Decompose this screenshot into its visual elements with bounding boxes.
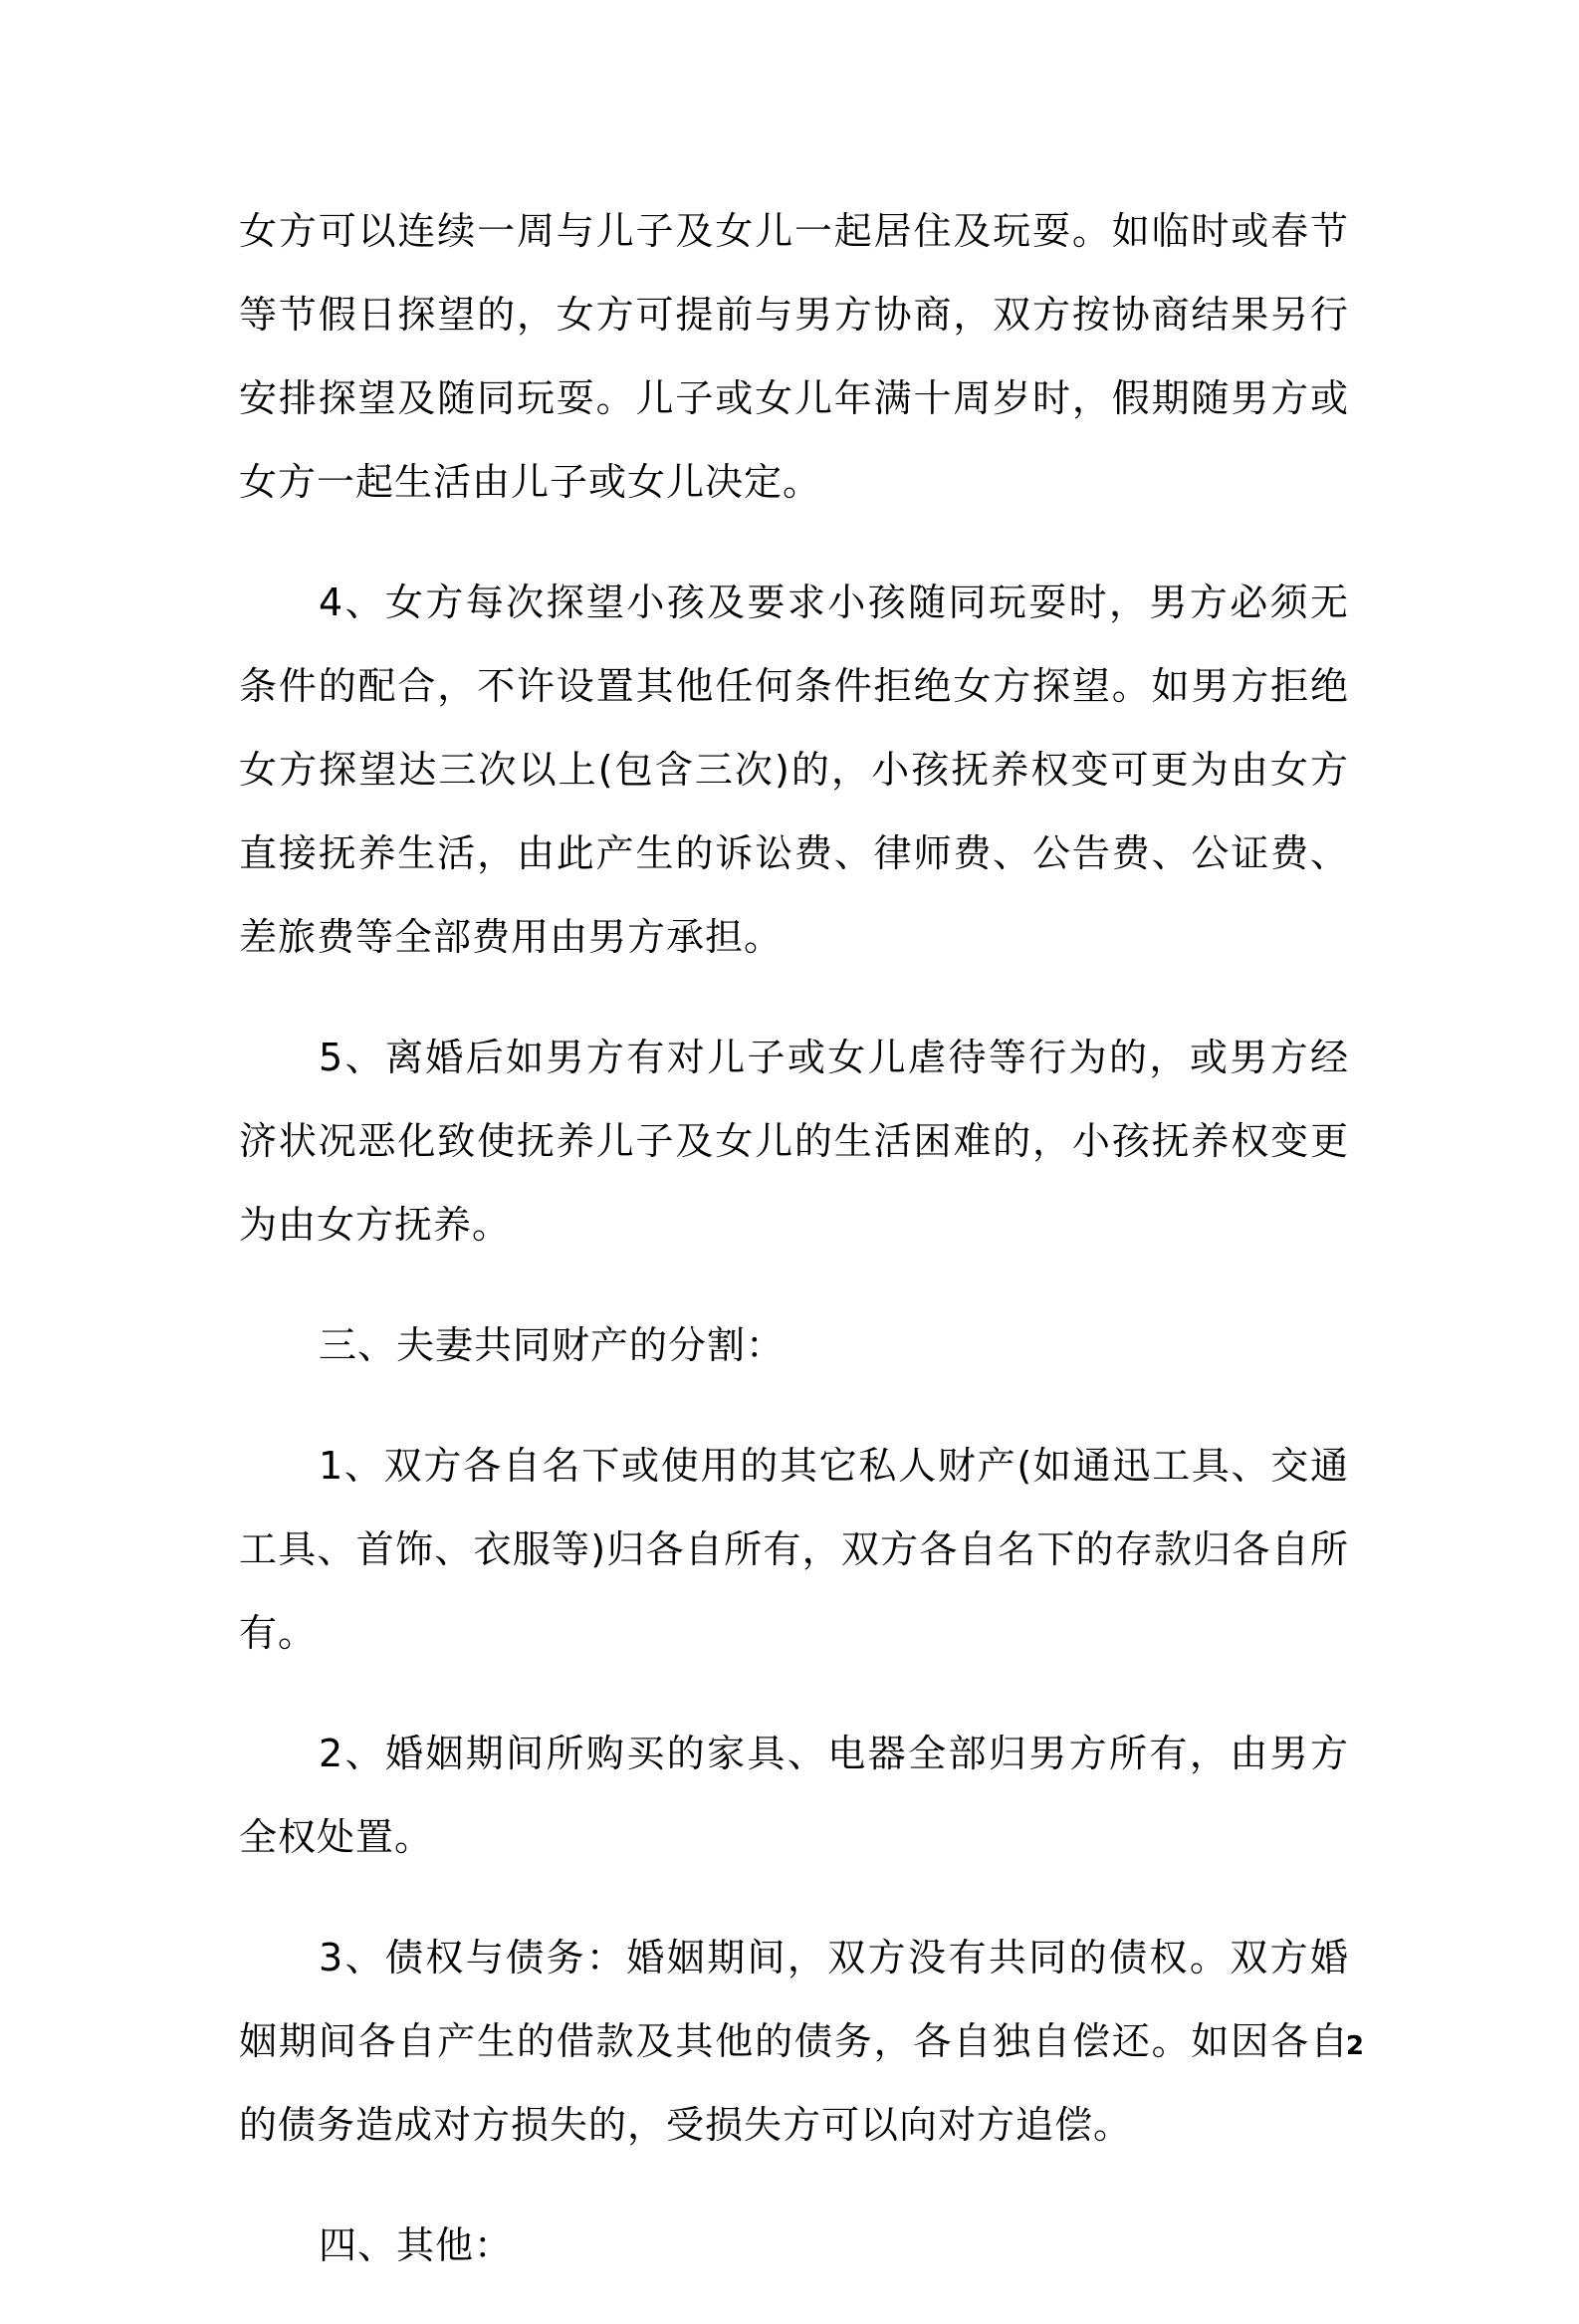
paragraph-property-1: 1、双方各自名下或使用的其它私人财产(如通迅工具、交通工具、首饰、衣服等)归各自所有，双方各自名下的存款归各自所有。 bbox=[239, 1444, 1349, 1655]
paragraph-continuation: 女方可以连续一周与儿子及女儿一起居住及玩耍。如临时或春节等节假日探望的，女方可提前与男方协商，双方按协商结果另行安排探望及随同玩耍。儿子或女儿年满十周岁时，假期随男方或女方一起生活由儿子或女儿决定。 bbox=[239, 209, 1349, 504]
section-heading-property-division: 三、夫妻共同财产的分割： bbox=[319, 1323, 786, 1367]
paragraph-property-2: 2、婚姻期间所购买的家具、电器全部归男方所有，由男方全权处置。 bbox=[239, 1732, 1349, 1859]
page-number: 2 bbox=[1345, 2031, 1364, 2061]
paragraph-clause-5: 5、离婚后如男方有对儿子或女儿虐待等行为的，或男方经济状况恶化致使抚养儿子及女儿的生活困难的，小孩抚养权变更为由女方抚养。 bbox=[239, 1036, 1349, 1247]
section-heading-other: 四、其他： bbox=[319, 2223, 514, 2267]
paragraph-property-3: 3、债权与债务：婚姻期间，双方没有共同的债权。双方婚姻期间各自产生的借款及其他的债务，各自独自偿还。如因各自的债务造成对方损失的，受损失方可以向对方追偿。 bbox=[239, 1936, 1349, 2147]
document-body bbox=[239, 189, 1349, 2324]
paragraph-clause-4: 4、女方每次探望小孩及要求小孩随同玩耍时，男方必须无条件的配合，不许设置其他任何条件拒绝女方探望。如男方拒绝女方探望达三次以上(包含三次)的，小孩抚养权变可更为由女方直接抚养生活，由此产生的诉讼费、律师费、公告费、公证费、差旅费等全部费用由男方承担。 bbox=[239, 581, 1349, 959]
